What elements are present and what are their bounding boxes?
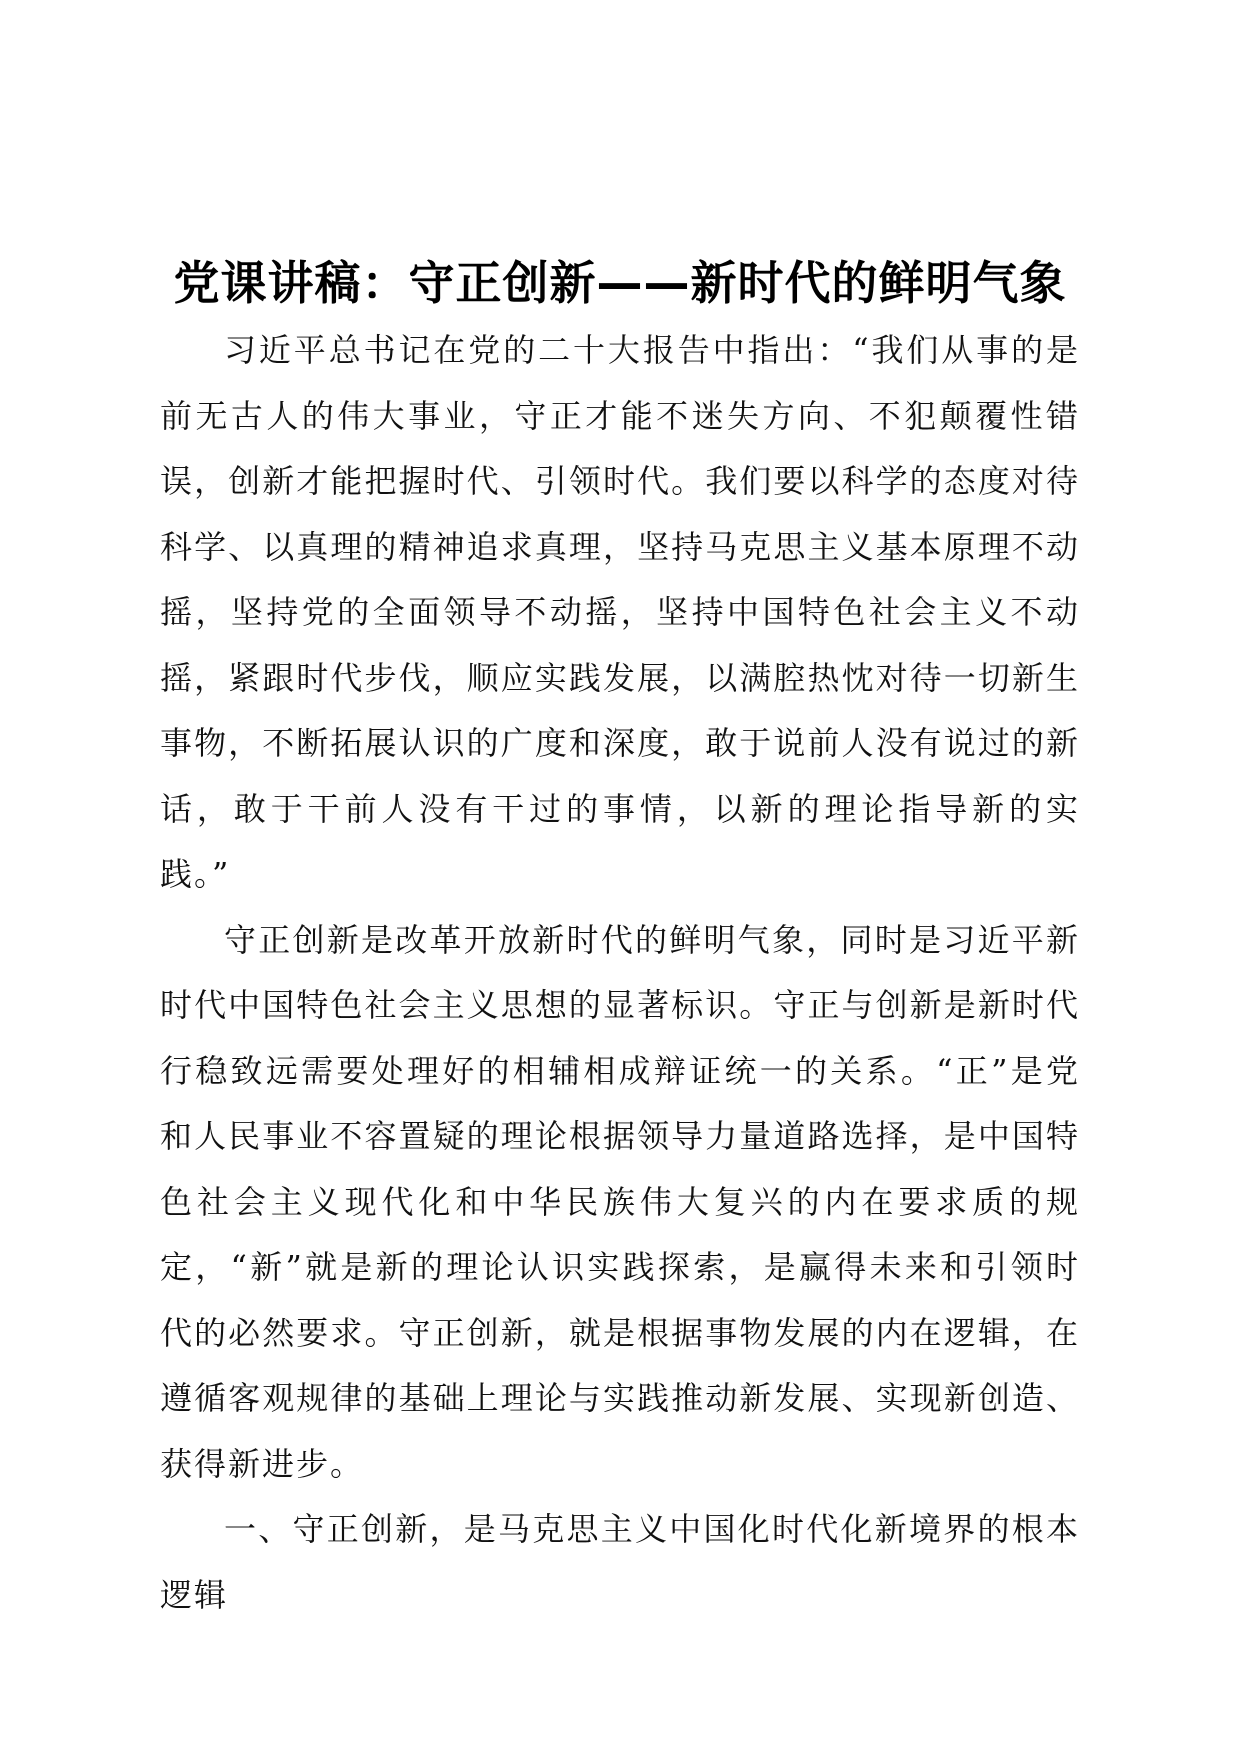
paragraph-intro: 守正创新是改革开放新时代的鲜明气象，同时是习近平新时代中国特色社会主义思想的显著标识。守正与创新是新时代行稳致远需要处理好的相辅相成辩证统一的关系。“正”是党和人民事业不容置疑的理论根据领导力量道路选择，是中国特色社会主义现代化和中华民族伟大复兴的内在要求质的规定，“新”就是新的理论认识实践探索，是赢得未来和引领时代的必然要求。守正创新，就是根据事物发展的内在逻辑，在遵循客观规律的基础上理论与实践推动新发展、实现新创造、获得新进步。 [160,920,1080,1483]
section-heading-1: 一、守正创新，是马克思主义中国化时代化新境界的根本逻辑 [160,1510,1080,1614]
paragraph-quote: 习近平总书记在党的二十大报告中指出：“我们从事的是前无古人的伟大事业，守正才能不迷失方向、不犯颠覆性错误，创新才能把握时代、引领时代。我们要以科学的态度对待科学、以真理的精神追求真理，坚持马克思主义基本原理不动摇，坚持党的全面领导不动摇，坚持中国特色社会主义不动摇，紧跟时代步伐，顺应实践发展，以满腔热忱对待一切新生事物，不断拓展认识的广度和深度，敢于说前人没有说过的新话，敢于干前人没有干过的事情，以新的理论指导新的实践。” [160,331,1080,893]
document-title: 党课讲稿：守正创新——新时代的鲜明气象 [173,255,1067,310]
document-body [160,318,1080,1628]
